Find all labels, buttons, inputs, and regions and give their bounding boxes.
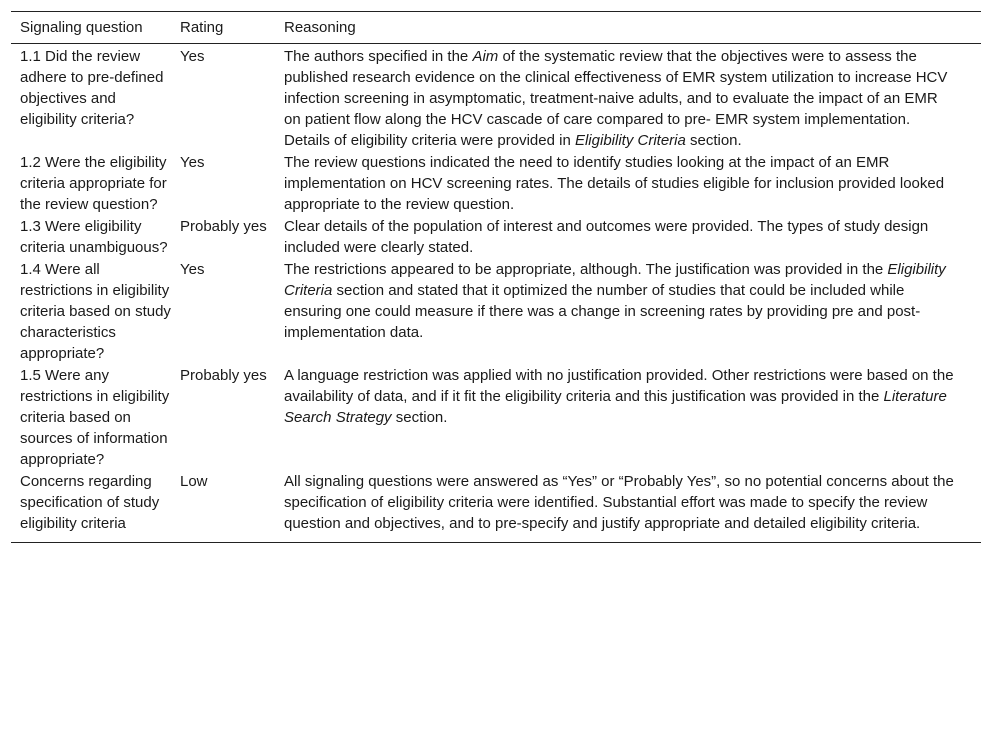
rating-cell: Yes: [180, 48, 205, 65]
rating-cell: Probably yes: [180, 218, 267, 235]
signaling-question-cell: Concerns regarding specification of study eligibility criteria: [20, 473, 160, 532]
eligibility-table-container: [11, 11, 981, 543]
table-header: [11, 12, 981, 44]
reasoning-cell: [275, 258, 981, 364]
reasoning-text: The review questions indicated the need to identify studies looking at the impact of an EMR implementation on HCV screening rates. The details of studies eligible for inclusion provided looked appropriate to the review question.: [284, 154, 945, 213]
signaling-question-cell: 1.4 Were all restrictions in eligibility criteria based on study characteristics appropriate?: [20, 261, 171, 362]
reasoning-text: section.: [685, 132, 742, 149]
reasoning-cell: [275, 151, 981, 215]
table-row: [11, 44, 981, 152]
signaling-question-cell: 1.1 Did the review adhere to pre-defined objectives and eligibility criteria?: [20, 48, 164, 128]
rating-cell: Low: [180, 473, 208, 490]
table-row: [11, 364, 981, 470]
reasoning-text: The authors specified in the: [284, 48, 473, 65]
reasoning-italic-text: Literature Search Strategy: [284, 388, 947, 426]
eligibility-criteria-table: [11, 11, 981, 543]
table-row: [11, 151, 981, 215]
reasoning-cell: [275, 44, 981, 152]
header-reasoning: Reasoning: [284, 19, 356, 36]
reasoning-text: Clear details of the population of interest and outcomes were provided. The types of study design included were clearly stated.: [284, 218, 929, 256]
rating-cell: Probably yes: [180, 367, 267, 384]
reasoning-italic-text: Eligibility Criteria: [284, 261, 946, 299]
signaling-question-cell: 1.3 Were eligibility criteria unambiguous?: [20, 218, 168, 256]
reasoning-text: section and stated that it optimized the number of studies that could be included while ensuring one could measure if there was a change in screening rates by providing pre and post-implementation data.: [284, 282, 921, 341]
rating-cell: Yes: [180, 154, 205, 171]
reasoning-text: of the systematic review that the objectives were to assess the published research evidence on the clinical effectiveness of EMR system utilization to increase HCV infection screening in asymptomatic, treatment-naive adults, and to evaluate the impact of an EMR on patient flow along the HCV cascade of care compared to pre- EMR system implementation. Details of eligibility criteria were provided in: [284, 48, 948, 149]
rating-cell: Yes: [180, 261, 205, 278]
reasoning-text: section.: [391, 409, 448, 426]
reasoning-italic-text: Aim: [472, 48, 499, 65]
header-signaling-question: Signaling question: [20, 19, 143, 36]
table-row: [11, 470, 981, 543]
reasoning-cell: [275, 215, 981, 258]
table-row: [11, 215, 981, 258]
signaling-question-cell: 1.5 Were any restrictions in eligibility criteria based on sources of information appropriate?: [20, 367, 170, 468]
reasoning-text: The restrictions appeared to be appropriate, although. The justification was provided in the: [284, 261, 888, 278]
table-body: [11, 44, 981, 543]
header-rating: Rating: [180, 19, 224, 36]
reasoning-cell: [275, 470, 981, 543]
table-row: [11, 258, 981, 364]
reasoning-text: A language restriction was applied with no justification provided. Other restrictions were based on the availability of data, and if it fit the eligibility criteria and this justification was provided in the: [284, 367, 954, 405]
reasoning-italic-text: Eligibility Criteria: [574, 132, 686, 149]
header-row: [11, 12, 981, 44]
signaling-question-cell: 1.2 Were the eligibility criteria appropriate for the review question?: [20, 154, 167, 213]
reasoning-text: All signaling questions were answered as “Yes” or “Probably Yes”, so no potential concerns about the specification of eligibility criteria were identified. Substantial effort was made to specify the review question and objectives, and to pre-specify and justify appropriate and detailed eligibility criteria.: [284, 473, 954, 532]
reasoning-cell: [275, 364, 981, 470]
